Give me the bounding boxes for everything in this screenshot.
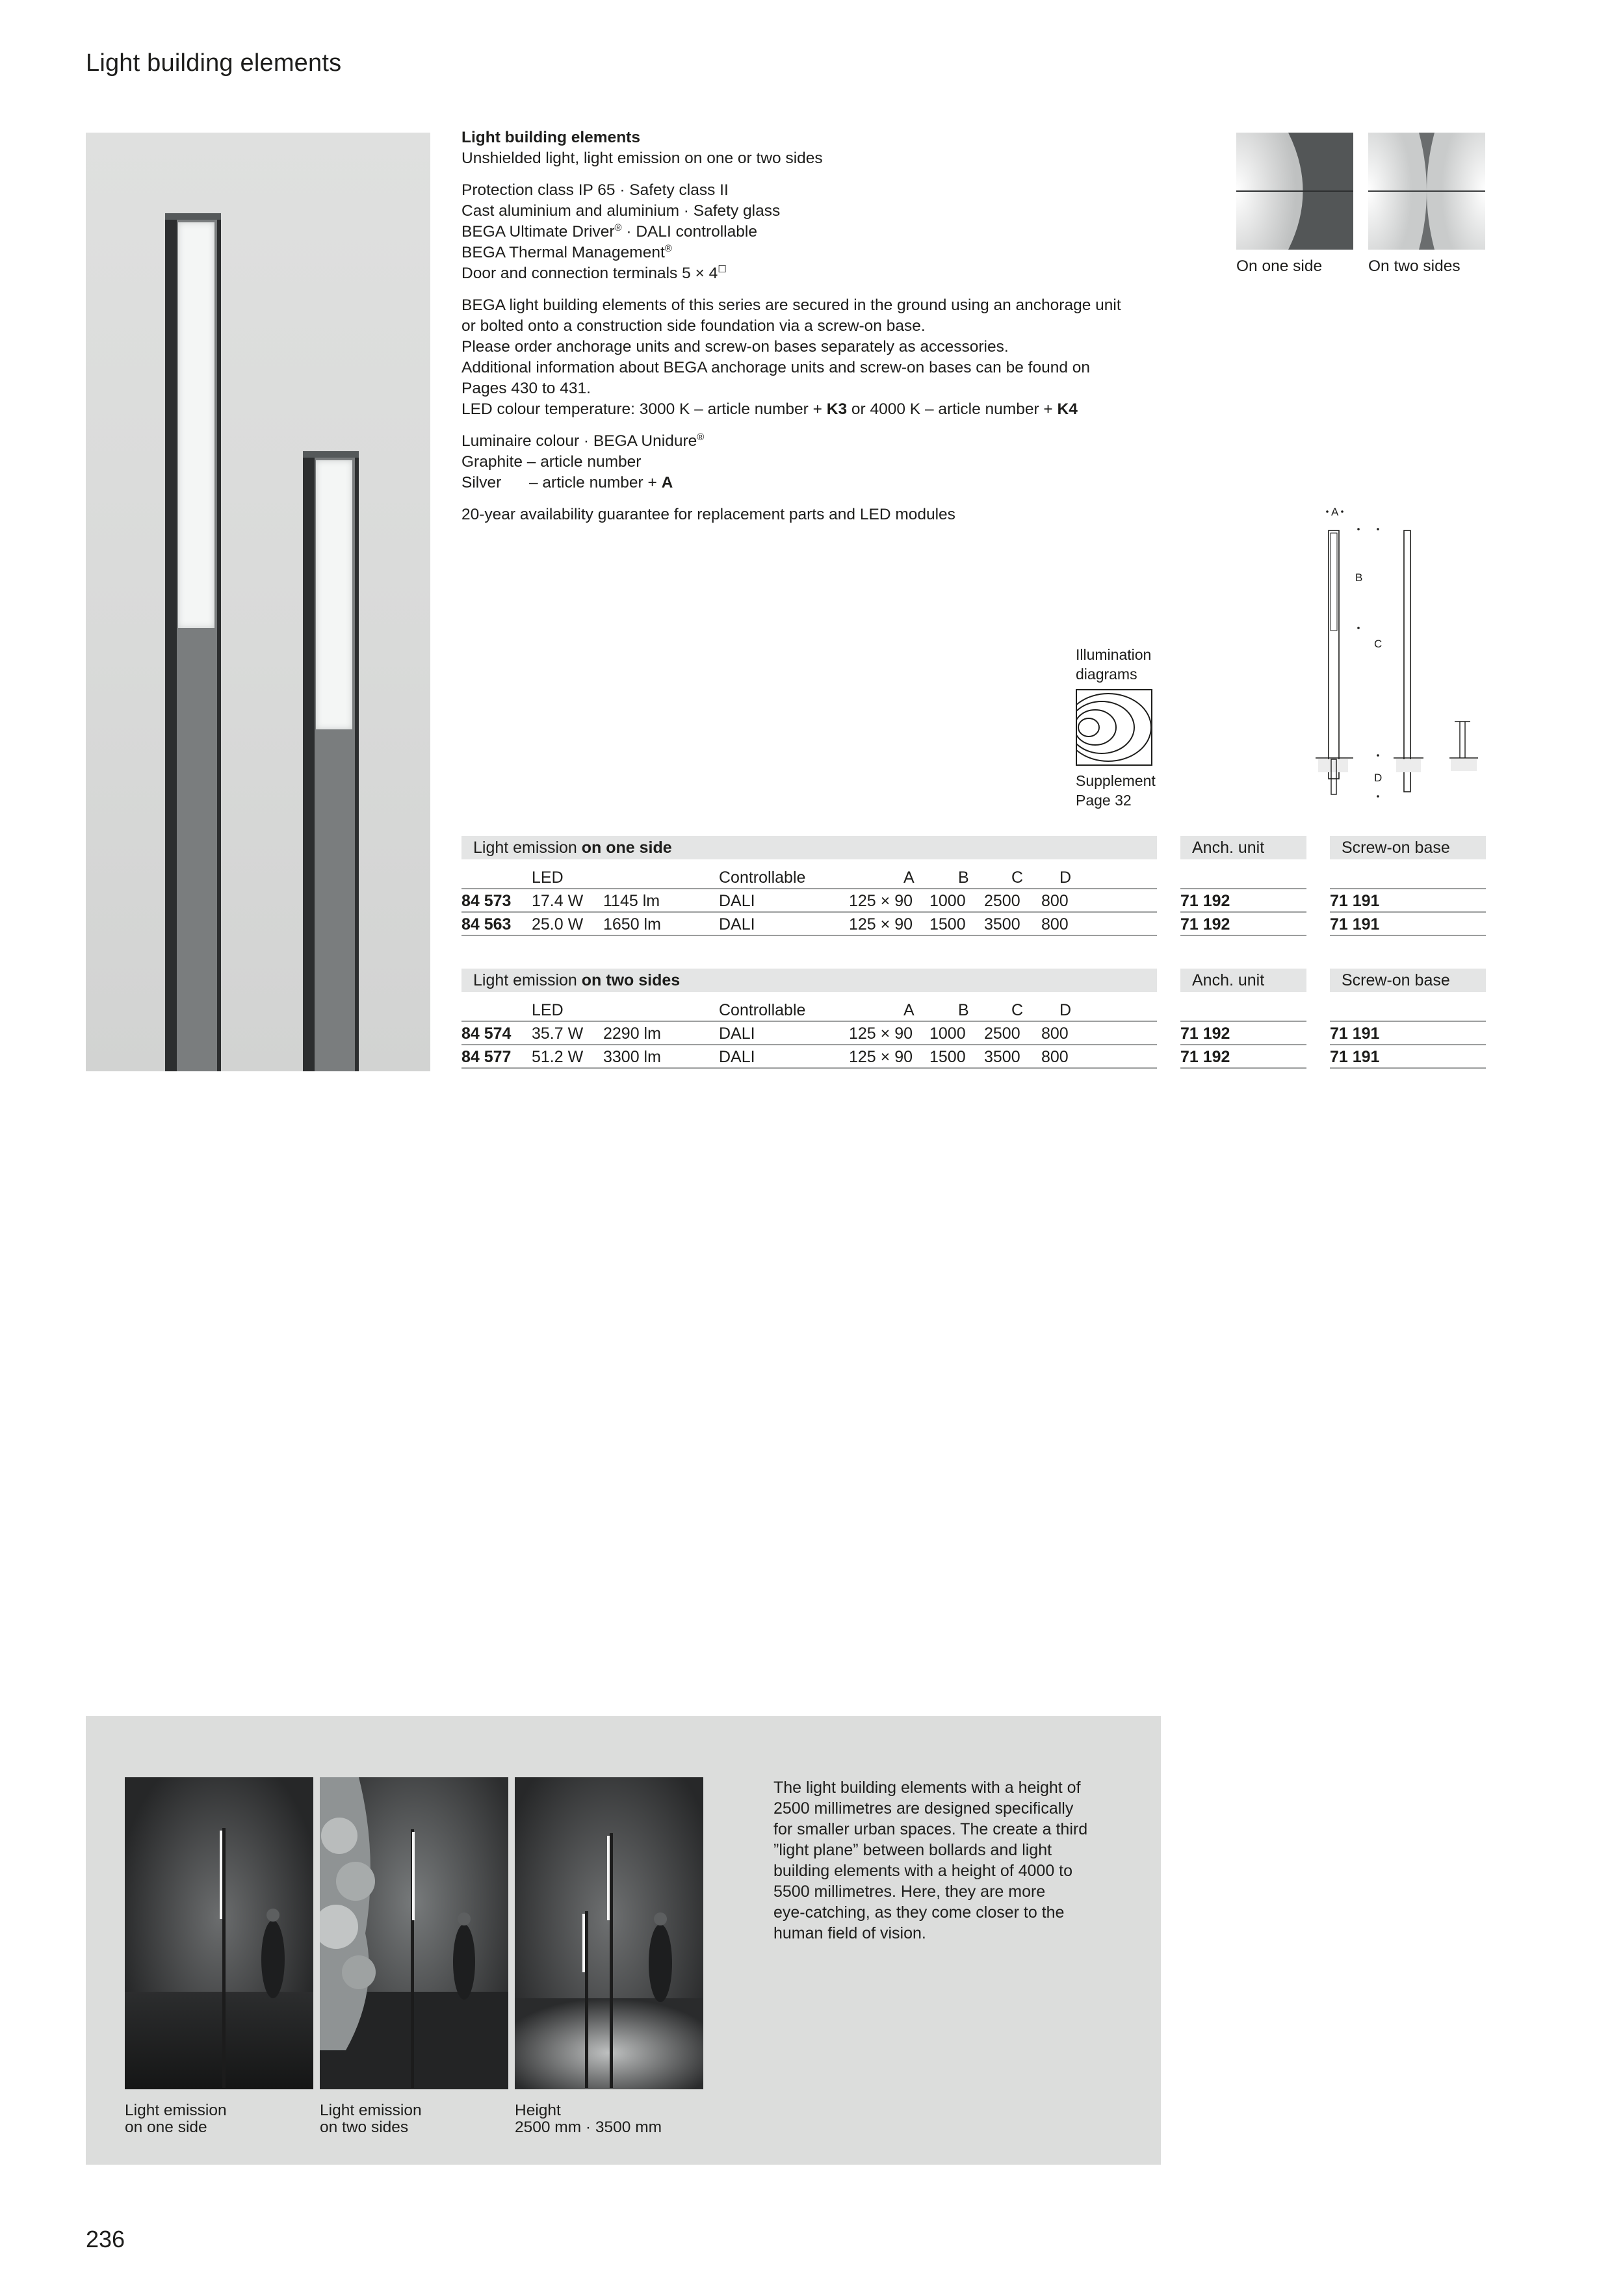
table-row-anch: 71 192 — [1180, 913, 1306, 936]
table2-anch-spacer — [1180, 998, 1306, 1022]
table-row-screw: 71 191 — [1330, 889, 1486, 913]
dim-label-c: C — [1374, 638, 1383, 650]
table1-anch-header: Anch. unit — [1180, 836, 1306, 859]
emission-two-sides-image — [1368, 133, 1485, 250]
colour-title: Luminaire colour · BEGA Unidure® — [461, 431, 705, 450]
dim-label-b: B — [1355, 571, 1363, 584]
table-row: 84 573 17.4 W 1145 lm DALI 125 × 90 1000 2500 800 — [461, 889, 1157, 913]
spec-line-thermal: BEGA Thermal Management® — [461, 242, 672, 261]
table-row: 84 574 35.7 W 2290 lm DALI 125 × 90 1000 2500 800 — [461, 1022, 1157, 1045]
feature-text: The light building elements with a height of 2500 millimetres are designed specifically for smaller urban spaces. The create a third ”light plane” between bollards and light building elements with a height of 4000 to 5500 millimetres. Here, they are more eye-catching, as they come closer to the human field of vision. — [773, 1779, 1088, 1942]
table1-screw-spacer — [1330, 866, 1486, 889]
spec-line-driver: BEGA Ultimate Driver® · DALI controllable — [461, 222, 757, 241]
table2-band: Light emission on two sides — [461, 969, 1157, 992]
table2-anch-header: Anch. unit — [1180, 969, 1306, 992]
dimension-drawing — [1306, 501, 1495, 806]
short-pole — [303, 451, 359, 1071]
dim-label-a: A — [1331, 506, 1339, 518]
supplement-reference: Supplement Page 32 — [1076, 772, 1156, 809]
install-line: Please order anchorage units and screw-on bases separately as accessories. — [461, 338, 1009, 356]
photo-two-sides-caption: Light emission on two sides — [320, 2102, 422, 2136]
dim-label-d: D — [1374, 772, 1383, 784]
description-subtitle: Unshielded light, light emission on one or two sides — [461, 150, 823, 167]
spec-line: Cast aluminium and aluminium · Safety glass — [461, 202, 781, 220]
table1-column-headers: LED Controllable A B C D — [461, 866, 1157, 889]
table-row: 84 577 51.2 W 3300 lm DALI 125 × 90 1500 3500 800 — [461, 1045, 1157, 1069]
colour-temp-line: LED colour temperature: 3000 K – article number + K3 or 4000 K – article number + K4 — [461, 400, 1078, 418]
table-row-screw: 71 191 — [1330, 1045, 1486, 1069]
page-number: 236 — [86, 2226, 125, 2252]
tall-pole — [165, 213, 221, 1071]
table-row-anch: 71 192 — [1180, 1045, 1306, 1069]
illumination-diagram-icon — [1076, 689, 1152, 766]
description-title: Light building elements — [461, 129, 640, 146]
table2-screw-spacer — [1330, 998, 1486, 1022]
photo-one-side — [125, 1777, 313, 2089]
install-line: or bolted onto a construction side foundation via a screw-on base. — [461, 317, 926, 335]
photo-height-caption: Height 2500 mm · 3500 mm — [515, 2102, 662, 2136]
emission-one-side-image — [1236, 133, 1353, 250]
photo-height — [515, 1777, 703, 2089]
table-row-screw: 71 191 — [1330, 1022, 1486, 1045]
install-line: BEGA light building elements of this series are secured in the ground using an anchorage unit — [461, 296, 1121, 314]
table2-column-headers: LED Controllable A B C D — [461, 998, 1157, 1022]
colour-silver: Silver – article number + A — [461, 474, 673, 491]
emission-two-sides-caption: On two sides — [1368, 257, 1461, 275]
install-line: Additional information about BEGA anchorage units and screw-on bases can be found on — [461, 359, 1091, 376]
spec-line-terminals: Door and connection terminals 5 × 4☐ — [461, 263, 727, 282]
colour-graphite: Graphite – article number — [461, 453, 642, 471]
emission-one-side-caption: On one side — [1236, 257, 1323, 275]
table-row: 84 563 25.0 W 1650 lm DALI 125 × 90 1500 3500 800 — [461, 913, 1157, 936]
table1-anch-spacer — [1180, 866, 1306, 889]
illumination-label: Illumination diagrams — [1076, 646, 1152, 683]
page-title: Light building elements — [86, 49, 342, 77]
photo-two-sides — [320, 1777, 508, 2089]
table-row-screw: 71 191 — [1330, 913, 1486, 936]
product-description — [461, 127, 1176, 536]
table-row-anch: 71 192 — [1180, 1022, 1306, 1045]
table1-screw-header: Screw-on base — [1330, 836, 1486, 859]
table1-band: Light emission on one side — [461, 836, 1157, 859]
install-line: Pages 430 to 431. — [461, 380, 591, 397]
spec-line: Protection class IP 65 · Safety class II — [461, 181, 729, 199]
guarantee-line: 20-year availability guarantee for replacement parts and LED modules — [461, 506, 955, 523]
table-row-anch: 71 192 — [1180, 889, 1306, 913]
photo-one-side-caption: Light emission on one side — [125, 2102, 227, 2136]
product-photo — [86, 133, 430, 1071]
table2-screw-header: Screw-on base — [1330, 969, 1486, 992]
